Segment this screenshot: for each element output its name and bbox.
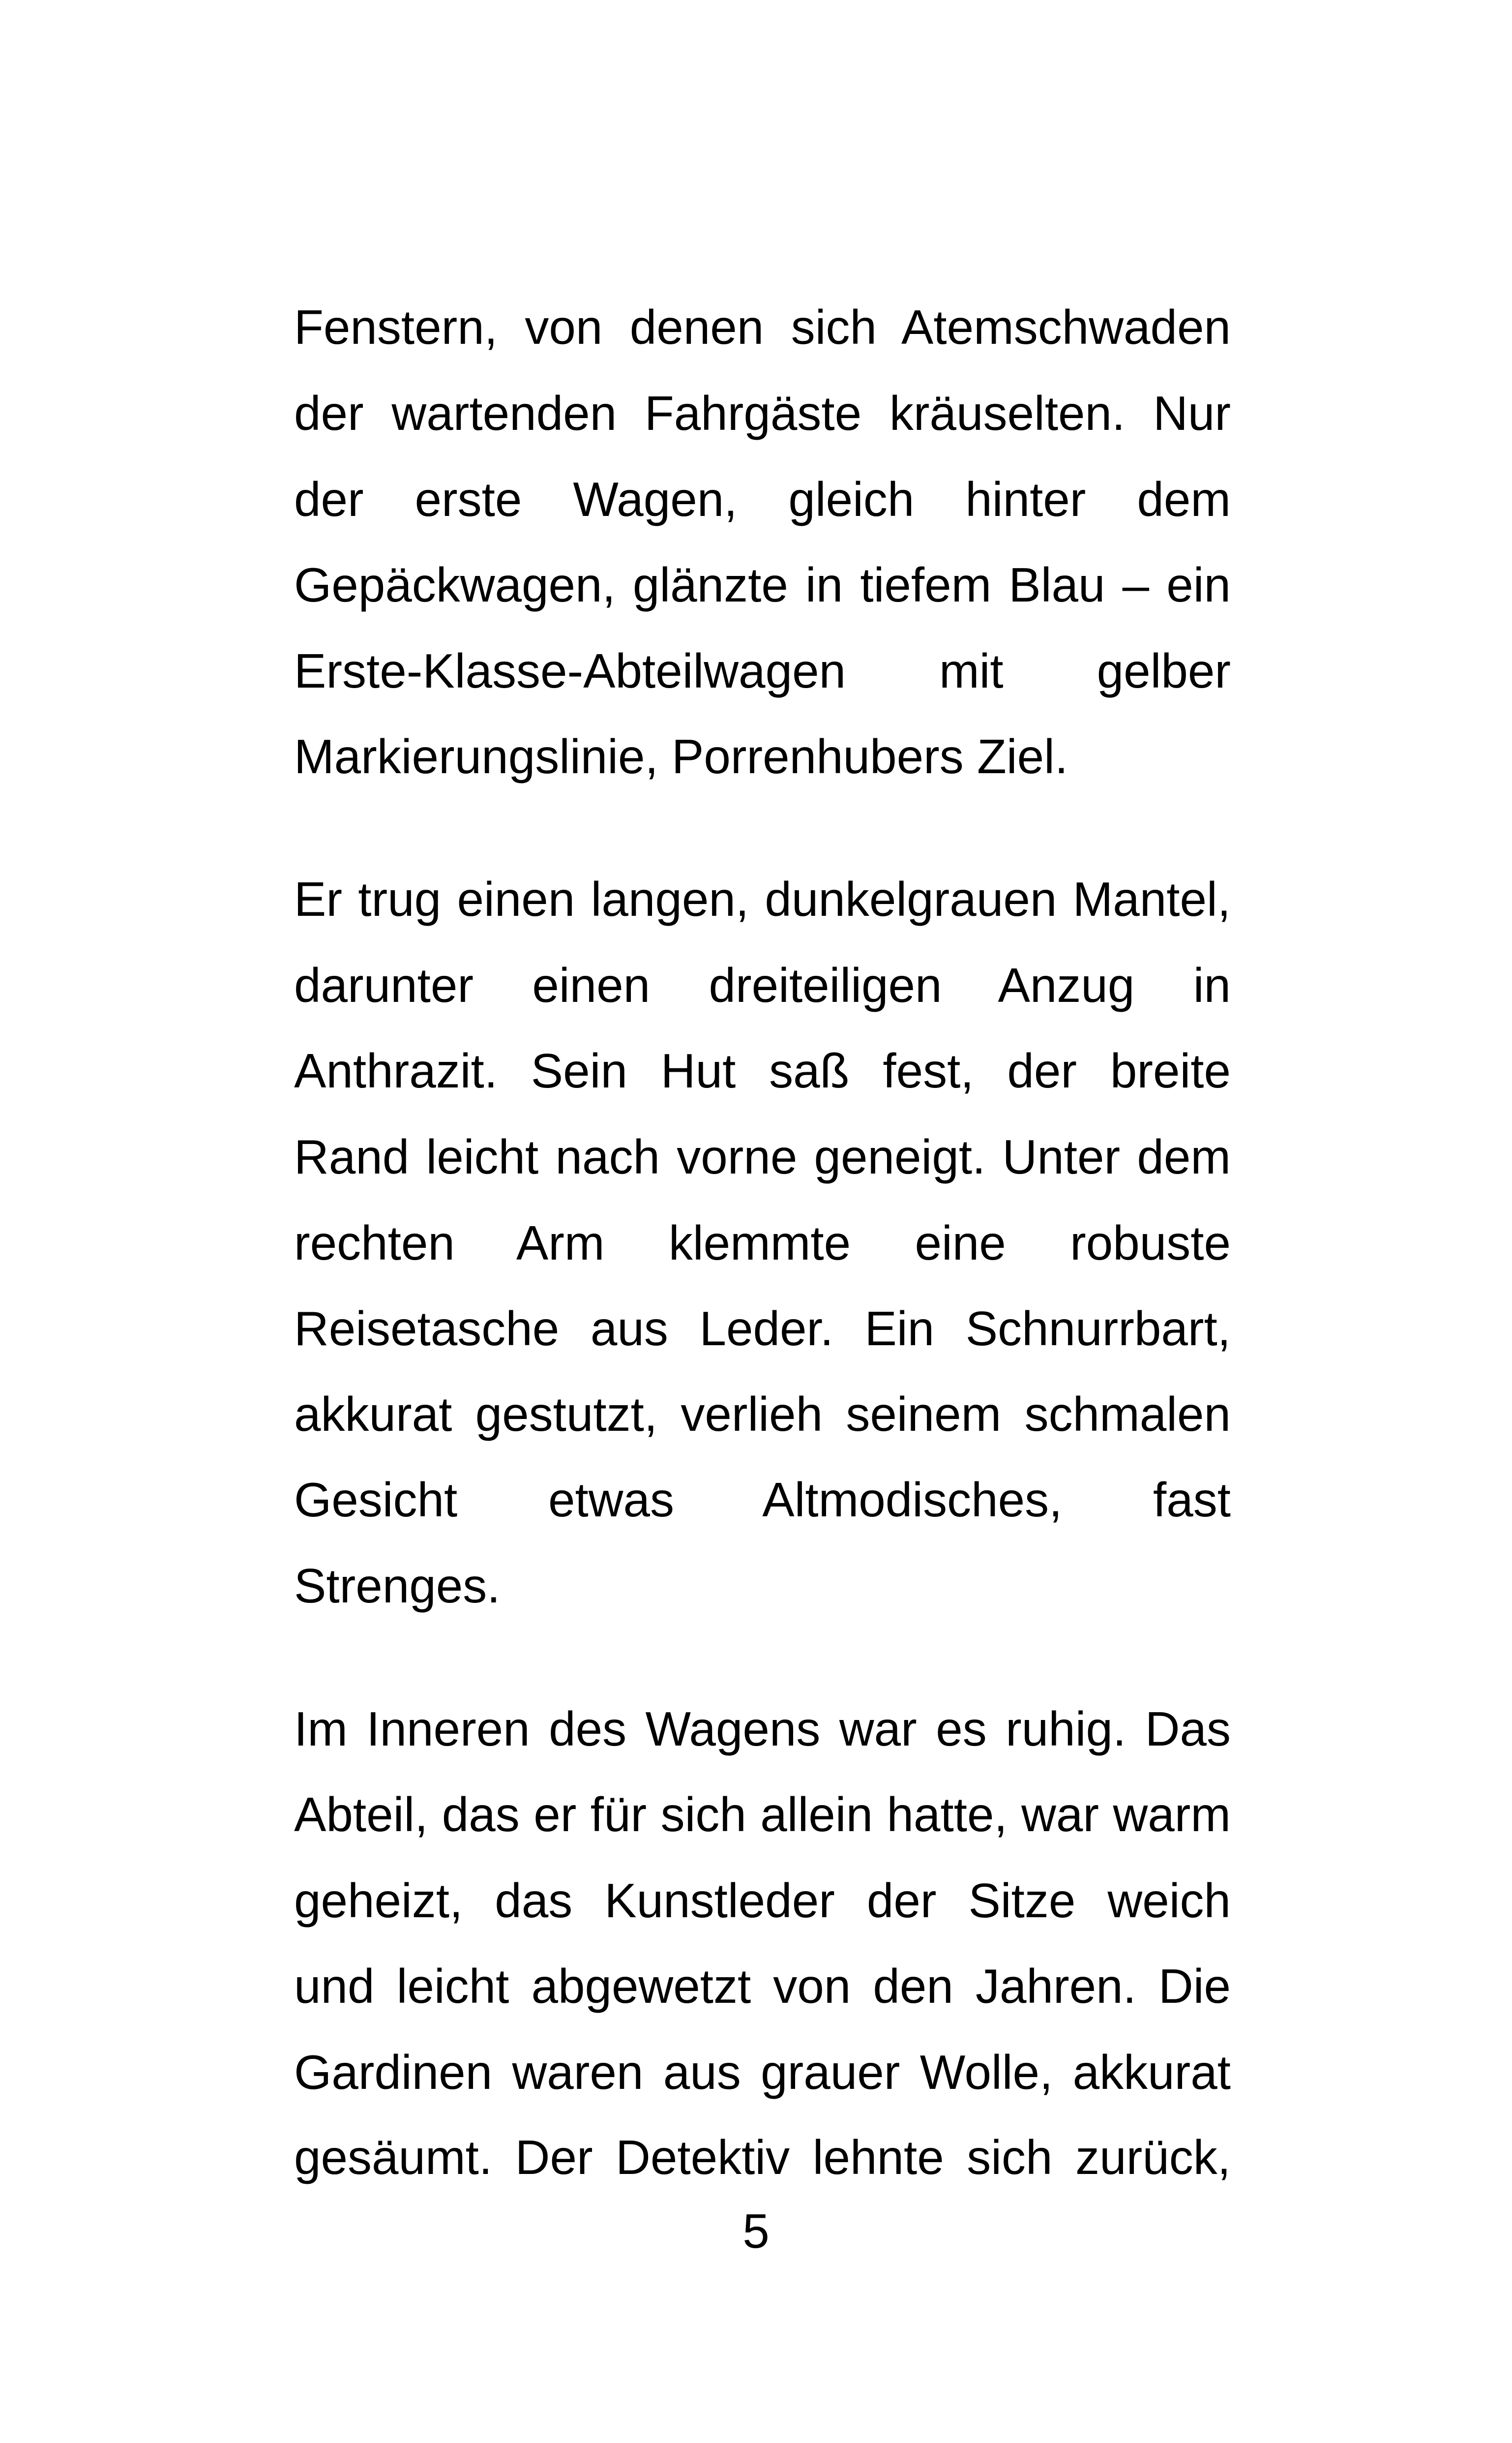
text-line: der wartenden Fahrgäste kräuselten. Nur xyxy=(294,386,1231,440)
text-line: Anthrazit. Sein Hut saß fest, der breite xyxy=(294,1044,1231,1098)
text-line: geheizt, das Kunstleder der Sitze weich xyxy=(294,1873,1231,1928)
text-line: Gepäckwagen, glänzte in tiefem Blau – ein xyxy=(294,558,1231,612)
text-line: Gesicht etwas Altmodisches, fast xyxy=(294,1473,1231,1527)
text-line: Reisetasche aus Leder. Ein Schnurrbart, xyxy=(294,1301,1231,1356)
text-line: Strenges. xyxy=(294,1559,501,1613)
text-line: rechten Arm klemmte eine robuste xyxy=(294,1216,1231,1270)
text-line: Markierungslinie, Porrenhubers Ziel. xyxy=(294,729,1068,784)
text-line: Gardinen waren aus grauer Wolle, akkurat xyxy=(294,2045,1231,2099)
text-line: Im Inneren des Wagens war es ruhig. Das xyxy=(294,1702,1231,1756)
text-line: Erste-Klasse-Abteilwagen mit gelber xyxy=(294,644,1231,698)
text-line: akkurat gestutzt, verlieh seinem schmalen xyxy=(294,1387,1231,1441)
text-line: der erste Wagen, gleich hinter dem xyxy=(294,472,1231,526)
text-line: darunter einen dreiteiligen Anzug in xyxy=(294,958,1231,1012)
text-line: Er trug einen langen, dunkelgrauen Mantel, xyxy=(294,872,1231,926)
text-line: Fenstern, von denen sich Atemschwaden xyxy=(294,300,1231,354)
text-line: Abteil, das er für sich allein hatte, war warm xyxy=(294,1787,1231,1841)
text-line: Rand leicht nach vorne geneigt. Unter dem xyxy=(294,1130,1231,1184)
page-number: 5 xyxy=(742,2204,770,2258)
text-line: gesäumt. Der Detektiv lehnte sich zurück, xyxy=(294,2130,1231,2184)
text-line: und leicht abgewetzt von den Jahren. Die xyxy=(294,1959,1231,2013)
